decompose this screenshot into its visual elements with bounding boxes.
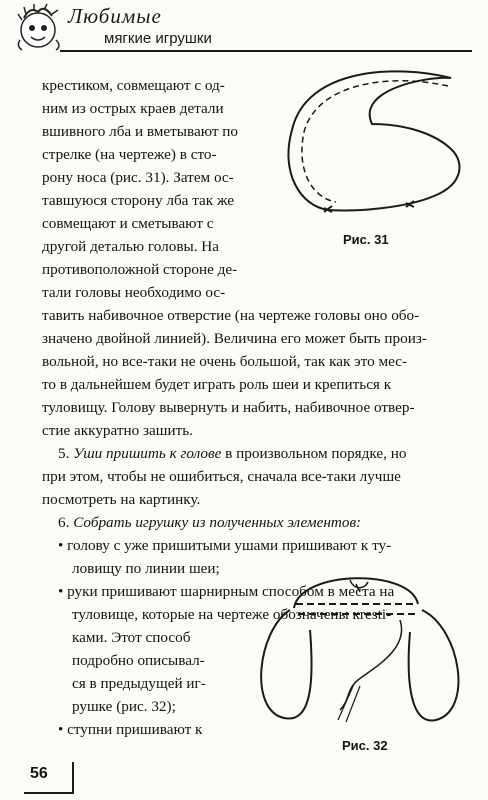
step-6-line xyxy=(58,513,361,533)
footer-rule xyxy=(24,792,74,794)
body-line: ним из острых краев детали xyxy=(42,100,224,117)
body-line: другой деталью головы. На xyxy=(42,238,219,255)
figure-31-caption: Рис. 31 xyxy=(343,232,389,247)
body-line: туловищу. Голову вывернуть и набить, набивочное отвер- xyxy=(42,399,415,416)
bullet-line xyxy=(58,536,391,556)
body-line: стие аккуратно зашить. xyxy=(42,422,193,439)
bullet-marker: • xyxy=(58,721,64,738)
bullet-text: голову с уже пришитыми ушами пришивают к ту- xyxy=(67,537,392,554)
figure-32-assembly-pattern xyxy=(250,560,478,740)
body-line: тавить набивочное отверстие (на чертеже головы оно обо- xyxy=(42,307,420,324)
bullet-text: ступни пришивают к xyxy=(67,721,203,738)
body-line: стрелке (на чертеже) в сто- xyxy=(42,146,217,163)
body-line: подробно описывал- xyxy=(72,652,205,669)
bullet-line xyxy=(58,720,202,740)
body-line: крестиком, совмещают с од- xyxy=(42,77,225,94)
page-number: 56 xyxy=(30,765,48,782)
body-line: туловище, которые на чертеже обозначены кresti- xyxy=(72,606,392,623)
bullet-text: руки пришивают шарнирным способом в места на xyxy=(67,583,395,600)
body-line: вшивного лба и вметывают по xyxy=(42,123,239,140)
body-line: при этом, чтобы не ошибиться, сначала все-таки лучше xyxy=(42,468,401,485)
bullet-marker: • xyxy=(58,583,64,600)
header-rule xyxy=(60,50,472,52)
step-title: Собрать игрушку из полученных элементов: xyxy=(73,514,362,531)
step-number: 5. xyxy=(58,445,70,462)
body-line: рушке (рис. 32); xyxy=(72,698,176,715)
plush-toy-logo-icon xyxy=(14,2,66,54)
header-subtitle: мягкие игрушки xyxy=(104,30,212,47)
header-title: Любимые xyxy=(68,4,162,28)
step-title: Уши пришить к голове xyxy=(73,445,222,462)
step-number: 6. xyxy=(58,514,70,531)
figure-31-head-pattern xyxy=(266,60,476,230)
body-line: противоположной стороне де- xyxy=(42,261,238,278)
page-header xyxy=(0,0,488,56)
bullet-marker: • xyxy=(58,537,64,554)
figure-32-caption: Рис. 32 xyxy=(342,738,388,753)
step-5-line xyxy=(58,444,406,464)
body-line: вольной, но все-таки не очень большой, так как это мес- xyxy=(42,353,408,370)
body-line: значено двойной линией). Величина его может быть произ- xyxy=(42,330,427,347)
step-text: в произвольном порядке, но xyxy=(221,445,407,462)
body-line: тавшуюся сторону лба так же xyxy=(42,192,234,209)
body-line: совмещают и сметывают с xyxy=(42,215,214,232)
body-line: тали головы необходимо ос- xyxy=(42,284,226,301)
body-line: рону носа (рис. 31). Затем ос- xyxy=(42,169,234,186)
footer-rule-vertical xyxy=(72,762,74,794)
body-line: посмотреть на картинку. xyxy=(42,491,201,508)
body-line: ся в предыдущей иг- xyxy=(72,675,206,692)
body-line: ками. Этот способ xyxy=(72,629,191,646)
body-line: то в дальнейшем будет играть роль шеи и крепиться к xyxy=(42,376,392,393)
body-line: ловищу по линии шеи; xyxy=(72,560,220,577)
